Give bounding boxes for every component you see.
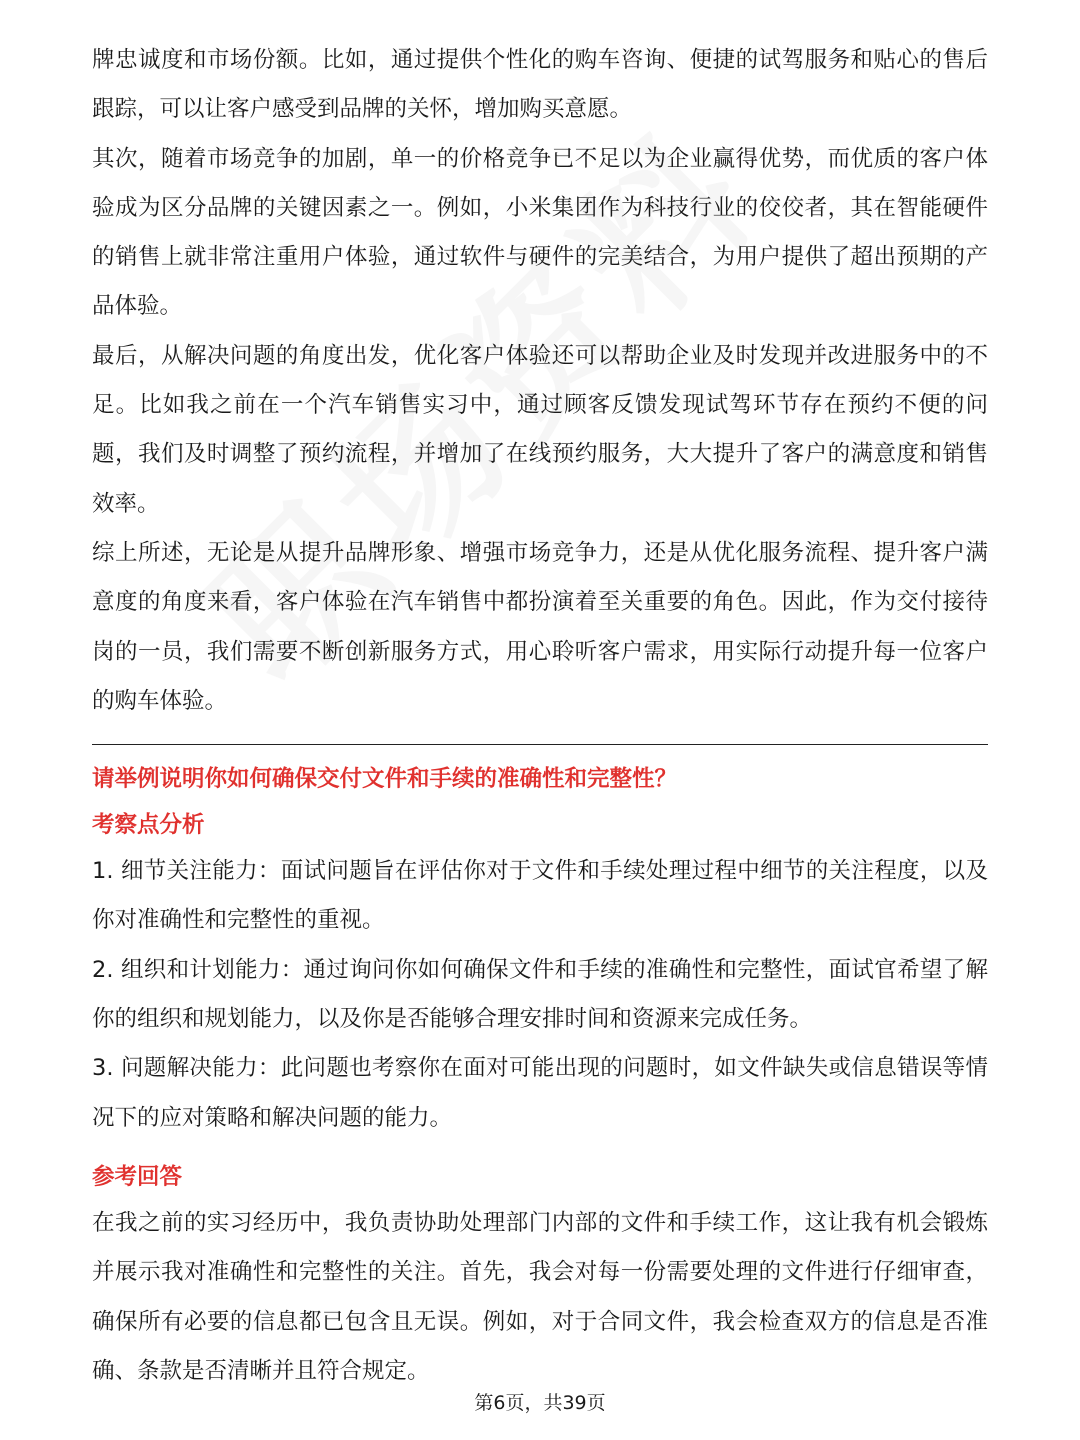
intro-section [92, 36, 988, 726]
analysis-point-3: 3. 问题解决能力：此问题也考察你在面对可能出现的问题时，如文件缺失或信息错误等情况下的应对策略和解决问题的能力。 [92, 1055, 988, 1131]
paragraph-1: 牌忠诚度和市场份额。比如，通过提供个性化的购车咨询、便捷的试驾服务和贴心的售后跟踪，可以让客户感受到品牌的关怀，增加购买意愿。 [92, 47, 988, 123]
analysis-point-1: 1. 细节关注能力：面试问题旨在评估你对于文件和手续处理过程中细节的关注程度，以及你对准确性和完整性的重视。 [92, 858, 988, 934]
document-page [92, 36, 988, 1396]
analysis-point-2: 2. 组织和计划能力：通过询问你如何确保文件和手续的准确性和完整性，面试官希望了解你的组织和规划能力，以及你是否能够合理安排时间和资源来完成任务。 [92, 956, 988, 1033]
question-title: 请举例说明你如何确保交付文件和手续的准确性和完整性？ [92, 766, 678, 793]
analysis-heading: 考察点分析 [92, 812, 205, 839]
paragraph-2: 其次，随着市场竞争的加剧，单一的价格竞争已不足以为企业赢得优势，而优质的客户体验成为区分品牌的关键因素之一。例如，小米集团作为科技行业的佼佼者，其在智能硬件的销售上就非常注重用户体验，通过软件与硬件的完美结合，为用户提供了超出预期的产品体验。 [92, 145, 988, 320]
answer-heading: 参考回答 [92, 1163, 183, 1190]
paragraph-4: 综上所述，无论是从提升品牌形象、增强市场竞争力，还是从优化服务流程、提升客户满意度的角度来看，客户体验在汽车销售中都扮演着至关重要的角色。因此，作为交付接待岗的一员，我们需要不断创新服务方式，用心聆听客户需求，用实际行动提升每一位客户的购车体验。 [92, 539, 988, 714]
paragraph-3: 最后，从解决问题的角度出发，优化客户体验还可以帮助企业及时发现并改进服务中的不足。比如我之前在一个汽车销售实习中，通过顾客反馈发现试驾环节存在预约不便的问题，我们及时调整了预约流程，并增加了在线预约服务，大大提升了客户的满意度和销售效率。 [92, 342, 988, 517]
answer-text: 在我之前的实习经历中，我负责协助处理部门内部的文件和手续工作，这让我有机会锻炼并展示我对准确性和完整性的关注。首先，我会对每一份需要处理的文件进行仔细审查，确保所有必要的信息都已包含且无误。例如，对于合同文件，我会检查双方的信息是否准确、条款是否清晰并且符合规定。 [92, 1209, 988, 1384]
question-section [92, 759, 988, 1396]
section-divider [92, 744, 988, 745]
page-number: 第6页，共39页 [474, 1392, 606, 1414]
